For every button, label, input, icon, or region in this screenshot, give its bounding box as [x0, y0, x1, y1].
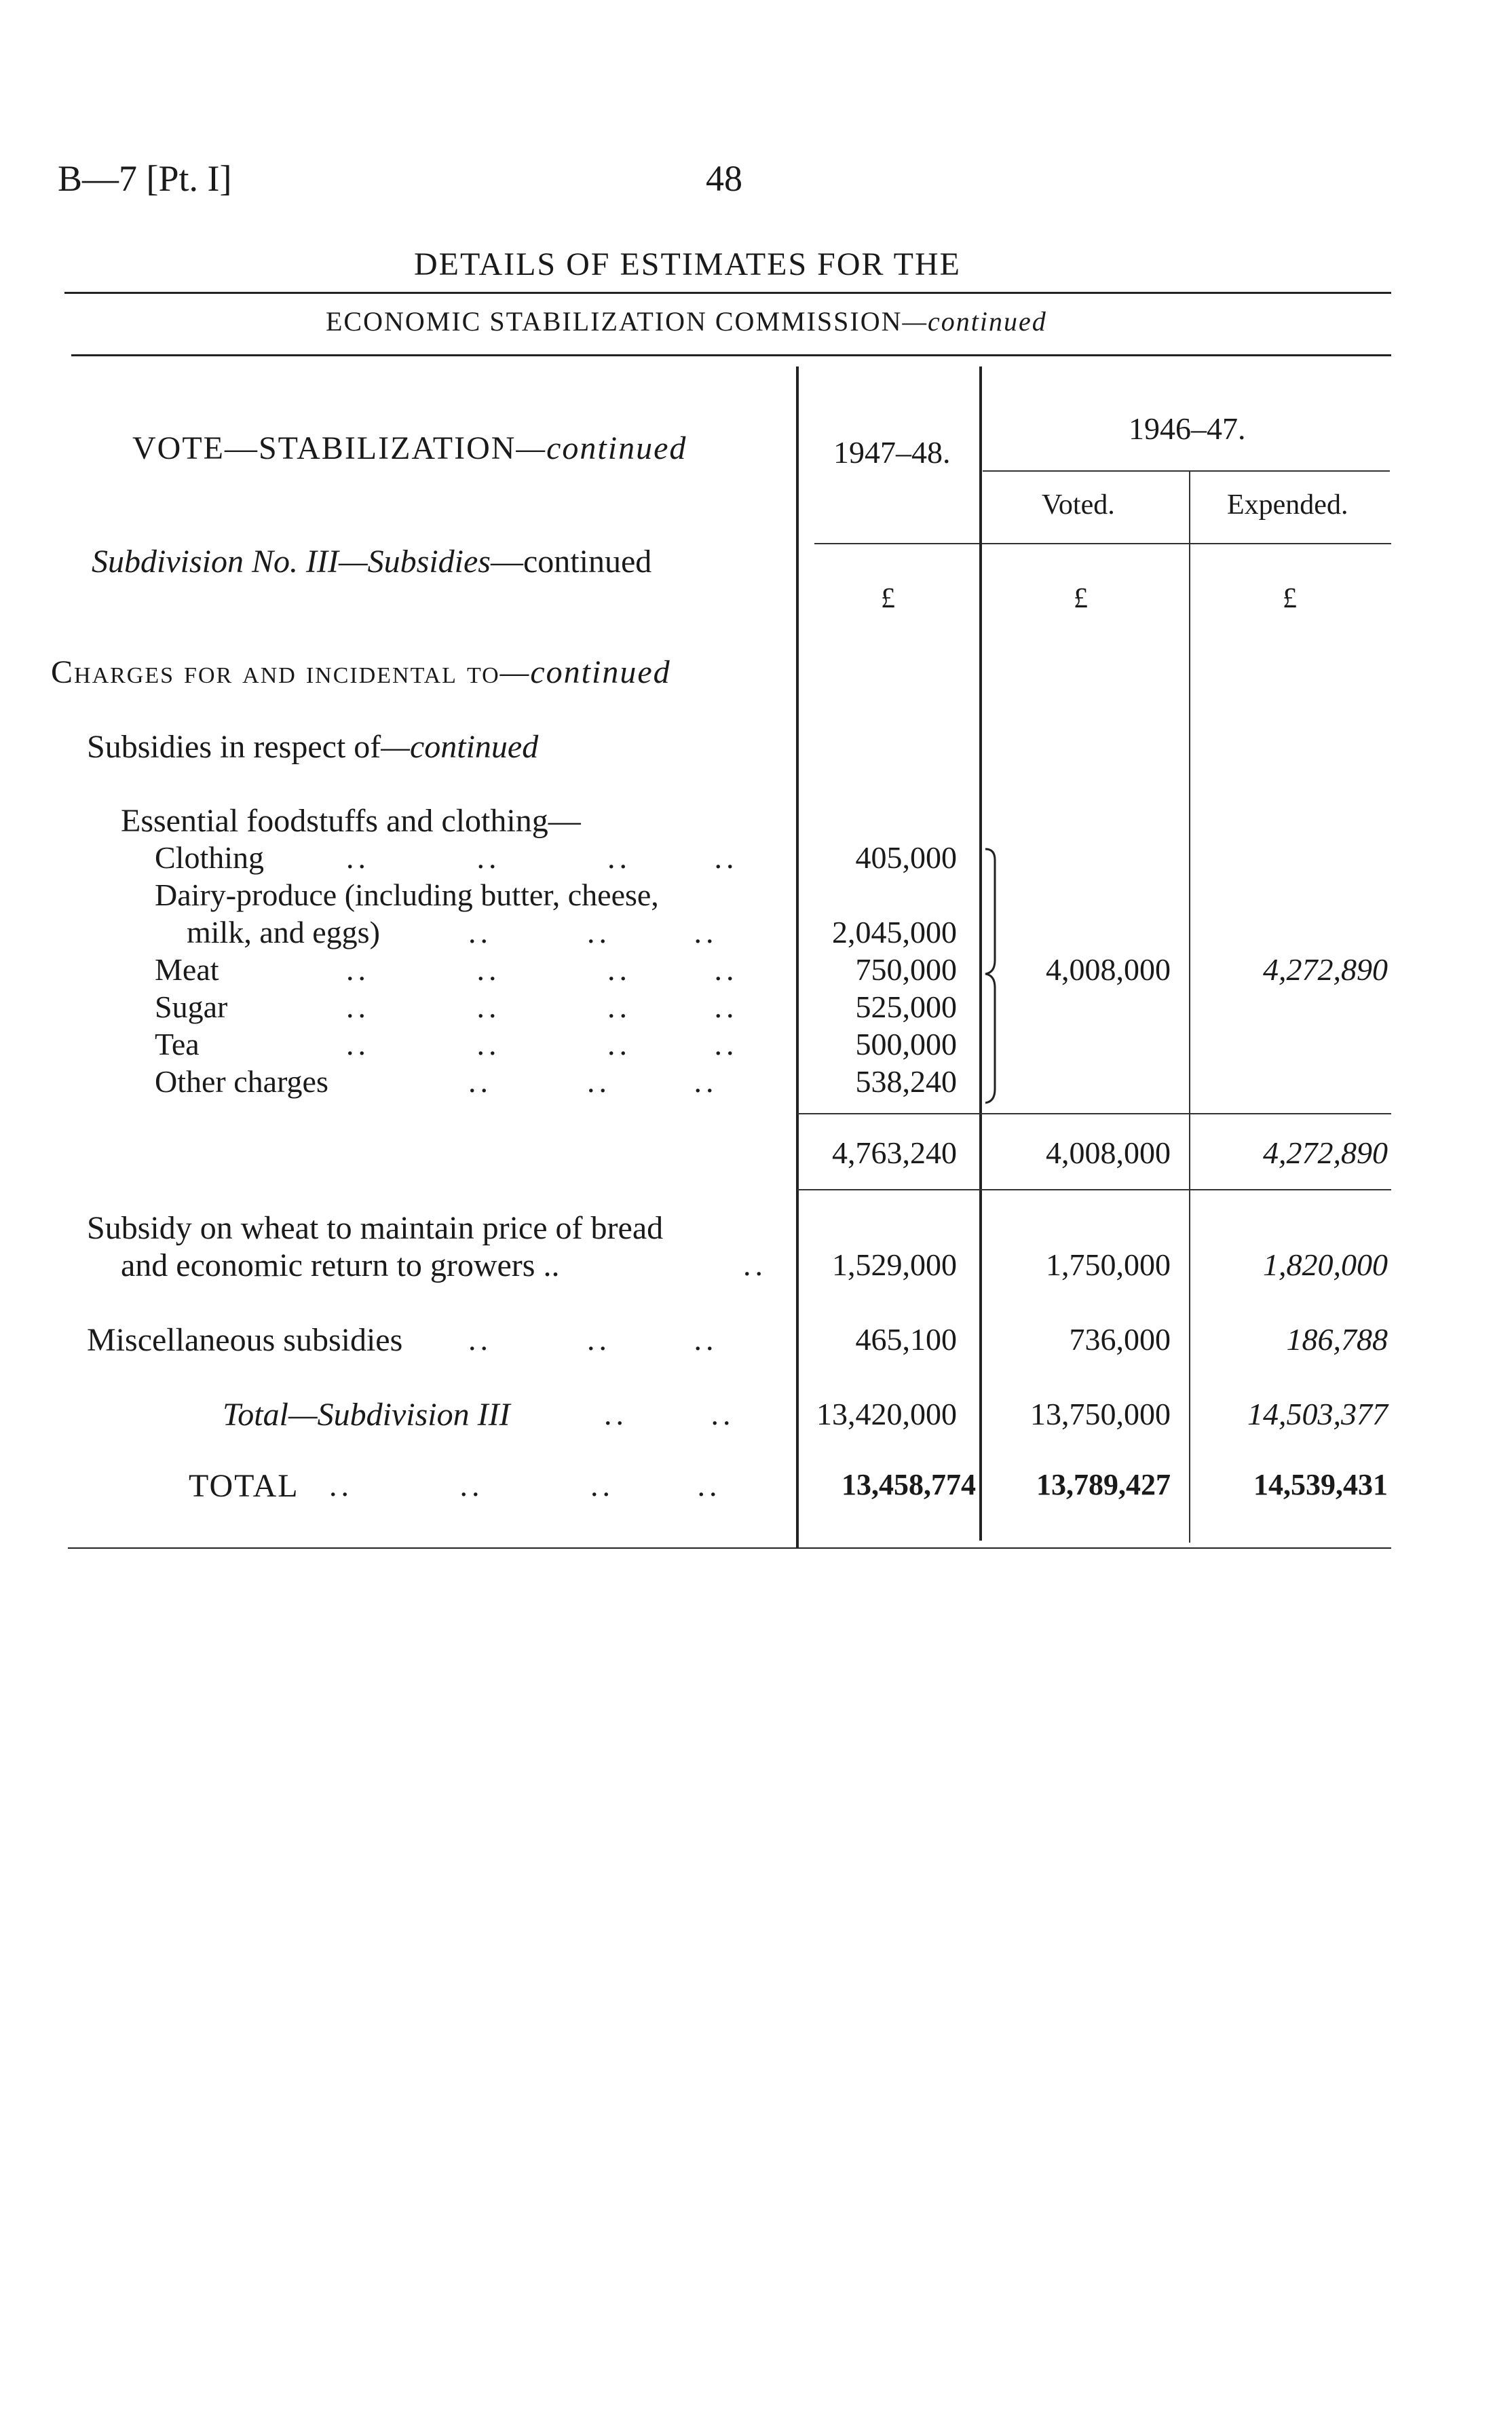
col-header-expended: Expended.	[1227, 489, 1348, 521]
group-voted: 4,008,000	[1046, 952, 1171, 987]
subtitle-main: ECONOMIC STABILIZATION COMMISSION	[326, 306, 903, 337]
row-wheat-1947: 1,529,000	[832, 1247, 957, 1282]
rule-top	[64, 292, 1391, 294]
rule-vertical-mid	[979, 366, 982, 1541]
charges-main: Charges for and incidental to	[51, 654, 500, 690]
leader-dots: .. .. .. ..	[346, 952, 738, 987]
row-total-subdivision-voted: 13,750,000	[1030, 1397, 1171, 1431]
row-total-subdivision-expended: 14,503,377	[1247, 1397, 1388, 1431]
row-other-label: Other charges	[155, 1064, 328, 1099]
group-expended: 4,272,890	[1263, 952, 1388, 987]
page-title: DETAILS OF ESTIMATES FOR THE	[414, 246, 961, 282]
charges-continued: —continued	[499, 654, 671, 690]
charges-heading	[51, 654, 671, 691]
col-header-1946: 1946–47.	[1129, 411, 1246, 446]
row-total-subdivision-1947: 13,420,000	[816, 1397, 957, 1431]
vote-heading	[132, 430, 687, 467]
leader-dots: .. .. ..	[468, 915, 718, 949]
row-meat-label: Meat	[155, 952, 219, 987]
row-dairy-label-1: Dairy-produce (including butter, cheese,	[155, 878, 659, 912]
subtotal-expended: 4,272,890	[1263, 1135, 1388, 1170]
leader-dots: ..	[743, 1247, 767, 1282]
row-tea-1947: 500,000	[855, 1027, 957, 1061]
row-sugar-label: Sugar	[155, 990, 228, 1024]
leader-dots: .. .. ..	[468, 1064, 718, 1099]
row-wheat-expended: 1,820,000	[1263, 1247, 1388, 1282]
subtotal-voted: 4,008,000	[1046, 1135, 1171, 1170]
rule-bottom	[68, 1547, 1391, 1549]
row-dairy-label-2: milk, and eggs)	[187, 915, 380, 949]
leader-dots: .. .. .. ..	[346, 840, 738, 875]
row-other-1947: 538,240	[855, 1064, 957, 1099]
rule-after-subtotal	[797, 1189, 1391, 1190]
pound-expended: £	[1283, 583, 1297, 614]
row-clothing-1947: 405,000	[855, 840, 957, 875]
rule-vertical-right	[1189, 470, 1190, 1543]
pound-1947: £	[881, 583, 895, 614]
row-misc-label: Miscellaneous subsidies	[87, 1322, 403, 1358]
row-total-expended: 14,539,431	[1253, 1468, 1388, 1501]
row-meat-1947: 750,000	[855, 952, 957, 987]
subsidies-heading	[87, 728, 538, 766]
row-wheat-voted: 1,750,000	[1046, 1247, 1171, 1282]
subdivision-heading	[92, 543, 651, 580]
row-wheat-label-2: and economic return to growers ..	[121, 1247, 560, 1283]
pound-voted: £	[1074, 583, 1088, 614]
page-subtitle	[326, 305, 1047, 337]
vote-heading-main: VOTE—STABILIZATION	[132, 430, 516, 466]
leader-dots: .. .. .. ..	[329, 1468, 721, 1503]
leader-dots: .. ..	[604, 1397, 735, 1431]
rule-header	[71, 354, 1391, 356]
rule-vertical-left	[796, 366, 799, 1547]
col-header-1947: 1947–48.	[833, 435, 951, 470]
essential-heading: Essential foodstuffs and clothing—	[121, 803, 581, 839]
leader-dots: .. .. .. ..	[346, 1027, 738, 1061]
row-misc-1947: 465,100	[855, 1322, 957, 1357]
row-wheat-label-1: Subsidy on wheat to maintain price of bread	[87, 1210, 664, 1246]
rule-col-header	[814, 543, 1391, 544]
document-reference: B—7 [Pt. I]	[58, 158, 232, 199]
vote-heading-continued: —continued	[516, 430, 687, 466]
rule-subtotal	[797, 1113, 1391, 1114]
row-clothing-label: Clothing	[155, 840, 265, 875]
row-total-label: TOTAL	[189, 1468, 299, 1504]
row-tea-label: Tea	[155, 1027, 200, 1061]
page-number: 48	[706, 158, 742, 199]
rule-1946-under	[983, 470, 1390, 472]
row-total-subdivision-label: Total—Subdivision III	[223, 1397, 510, 1433]
subsidies-continued: —continued	[381, 729, 539, 765]
subdivision-main: Subdivision No. III—Subsidies	[92, 544, 491, 580]
leader-dots: .. .. ..	[468, 1322, 718, 1357]
row-total-voted: 13,789,427	[1036, 1468, 1171, 1501]
col-header-voted: Voted.	[1042, 489, 1115, 521]
subdivision-continued: —continued	[490, 544, 652, 580]
row-misc-expended: 186,788	[1286, 1322, 1388, 1357]
row-total-1947: 13,458,774	[842, 1468, 976, 1501]
subtotal-1947: 4,763,240	[832, 1135, 957, 1170]
row-dairy-1947: 2,045,000	[832, 915, 957, 949]
subtitle-continued: —continued	[902, 306, 1047, 337]
row-misc-voted: 736,000	[1069, 1322, 1171, 1357]
subsidies-main: Subsidies in respect of	[87, 729, 381, 765]
row-sugar-1947: 525,000	[855, 990, 957, 1024]
leader-dots: .. .. .. ..	[346, 990, 738, 1024]
